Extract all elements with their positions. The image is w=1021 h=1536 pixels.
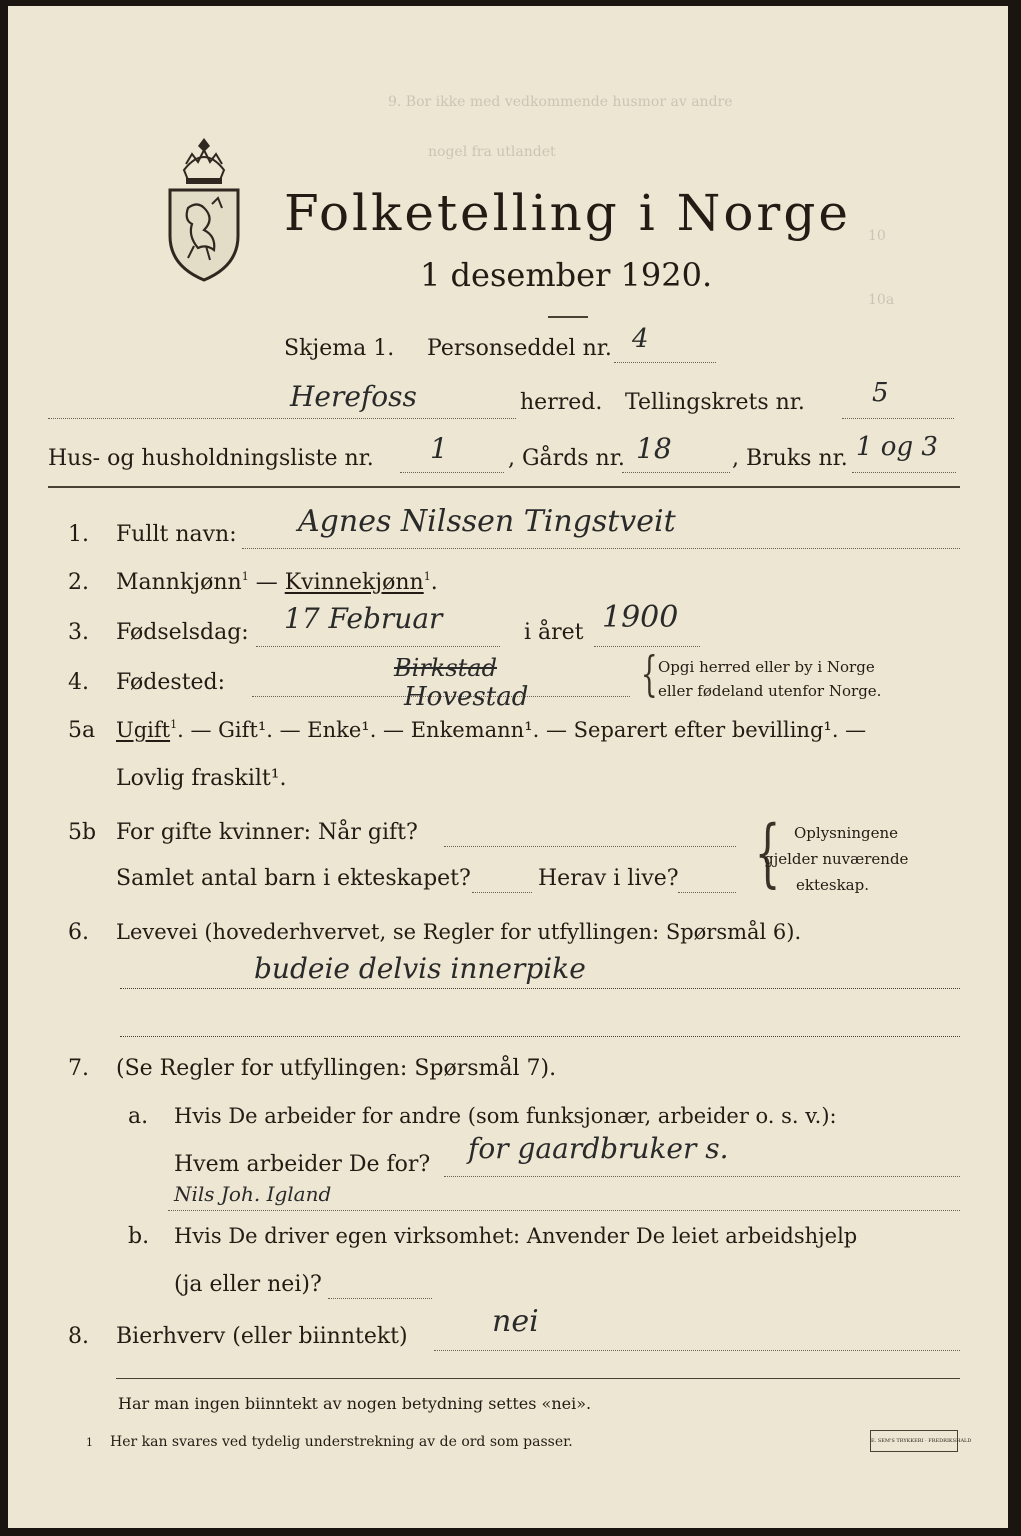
q5a-line2: Lovlig fraskilt¹. [116,766,287,791]
q7a-value1: for gaardbruker s. [468,1132,729,1165]
q6-number: 6. [68,920,89,945]
gards-line [622,472,730,473]
q3-year-value: 1900 [602,600,679,635]
q3-label: Fødselsdag: [116,620,249,645]
bruks-line [852,472,956,473]
q1-line [242,548,960,549]
q2-male: Mannkjønn [116,570,242,595]
q4-note-line1: Opgi herred eller by i Norge [658,658,875,676]
q8-label: Bierhverv (eller biinntekt) [116,1324,408,1349]
q7a-value2: Nils Joh. Igland [174,1182,332,1206]
census-form-page [8,6,1008,1528]
q5b-note-line2: gjelder nuværende [764,850,909,868]
personseddel-line [614,362,716,363]
q2-number: 2. [68,570,89,595]
q5b-when-line [444,846,736,847]
tellingskrets-label: Tellingskrets nr. [625,390,805,415]
q5b-note-line1: Oplysningene [794,824,899,842]
gards-value: 18 [636,432,672,465]
q7a-line1 [444,1176,960,1177]
q5a-other-options: — Gift¹. — Enke¹. — Enkemann¹. — Separert efter bevilling¹. — [183,718,867,742]
q7-number: 7. [68,1056,89,1081]
footnote-text: Her kan svares ved tydelig understrekning av de ord som passer. [110,1434,573,1450]
q1-label: Fullt navn: [116,522,237,547]
q5b-alive-label: Herav i live? [538,866,679,891]
q8-number: 8. [68,1324,89,1349]
q3-value: 17 Februar [284,602,443,635]
q7b-label: Hvis De driver egen virksomhet: Anvender De leiet arbeidshjelp [174,1224,858,1248]
husholdning-value: 1 [430,432,448,465]
q7b-sub-label: (ja eller nei)? [174,1272,322,1297]
q7a-letter: a. [128,1104,149,1129]
q7-label: (Se Regler for utfyllingen: Spørsmål 7). [116,1056,557,1081]
q7a-line2 [168,1210,960,1211]
q6-value: budeie delvis innerpike [254,952,586,985]
q4-note-line2: eller fødeland utenfor Norge. [658,682,882,700]
q6-line1 [120,988,960,989]
form-title: Folketelling i Norge [284,184,851,242]
q5a-ugift-selected: Ugift [116,718,171,742]
herred-value: Herefoss [290,380,417,413]
q5b-note-line3: ekteskap. [796,876,869,894]
q4-number: 4. [68,670,89,695]
q7b-line [328,1298,432,1299]
q4-value: Hovestad [404,682,529,712]
bruks-label: , Bruks nr. [732,446,848,471]
printer-stamp: E. SEM'S TRYKKERI · FREDRIKSHALD [870,1430,958,1452]
schema-label: Skjema 1. [284,336,395,361]
footer-note: Har man ingen biinntekt av nogen betydning settes «nei». [118,1394,592,1413]
show-through-text: nogel fra utlandet [428,144,556,160]
q5a-options: Ugift$^1$. — Gift¹. — Enke¹. — Enkemann¹. — Separert efter bevilling¹. — [116,718,867,742]
personseddel-value: 4 [632,324,649,354]
q8-value: nei [492,1304,539,1339]
herred-line [48,418,516,419]
show-through-text: 10 [868,228,886,244]
show-through-text: 10a [868,292,895,308]
q4-brace: { [640,646,658,702]
personseddel-label: Personseddel nr. [427,336,612,361]
q8-line [434,1350,960,1351]
q7b-letter: b. [128,1224,150,1249]
footer-divider [116,1378,960,1379]
tellingskrets-value: 5 [872,378,889,408]
q1-number: 1. [68,522,89,547]
q6-line2 [120,1036,960,1037]
husholdning-label: Hus- og husholdningsliste nr. [48,446,374,471]
q3-number: 3. [68,620,89,645]
bruks-value: 1 og 3 [856,432,938,462]
q7a-label: Hvis De arbeider for andre (som funksjonær, arbeider o. s. v.): [174,1104,837,1128]
show-through-text: 9. Bor ikke med vedkommende husmor av andre [388,94,733,110]
form-date: 1 desember 1920. [420,256,713,294]
q5b-number: 5b [68,820,97,845]
q5b-alive-line [678,892,736,893]
q5b-children-line [472,892,532,893]
q2-separator: — [248,570,285,595]
title-divider [548,316,588,318]
q5b-children-label: Samlet antal barn i ekteskapet? [116,866,471,891]
tellingskrets-line [842,418,954,419]
q5b-brace: { [754,810,781,896]
q4-label: Fødested: [116,670,226,695]
q3-year-label: i året [524,620,584,645]
herred-label: herred. [520,390,603,415]
q3-line [256,646,500,647]
q2-line: Mannkjønn$^1$ — Kvinnekjønn$^1$. [116,570,438,595]
q6-label: Levevei (hovederhvervet, se Regler for utfyllingen: Spørsmål 6). [116,920,802,944]
husholdning-line [400,472,504,473]
q1-value: Agnes Nilssen Tingstveit [298,504,676,539]
q4-struck-value: Birkstad [394,654,497,682]
gards-label: , Gårds nr. [508,446,625,471]
section-divider [48,486,960,488]
q5a-number: 5a [68,718,96,743]
q2-female-selected: Kvinnekjønn [284,570,424,595]
footnote-mark: 1 [86,1436,93,1449]
coat-of-arms-icon [158,134,250,284]
q7a-sub-label: Hvem arbeider De for? [174,1152,431,1177]
q5b-when-married: For gifte kvinner: Når gift? [116,820,418,845]
